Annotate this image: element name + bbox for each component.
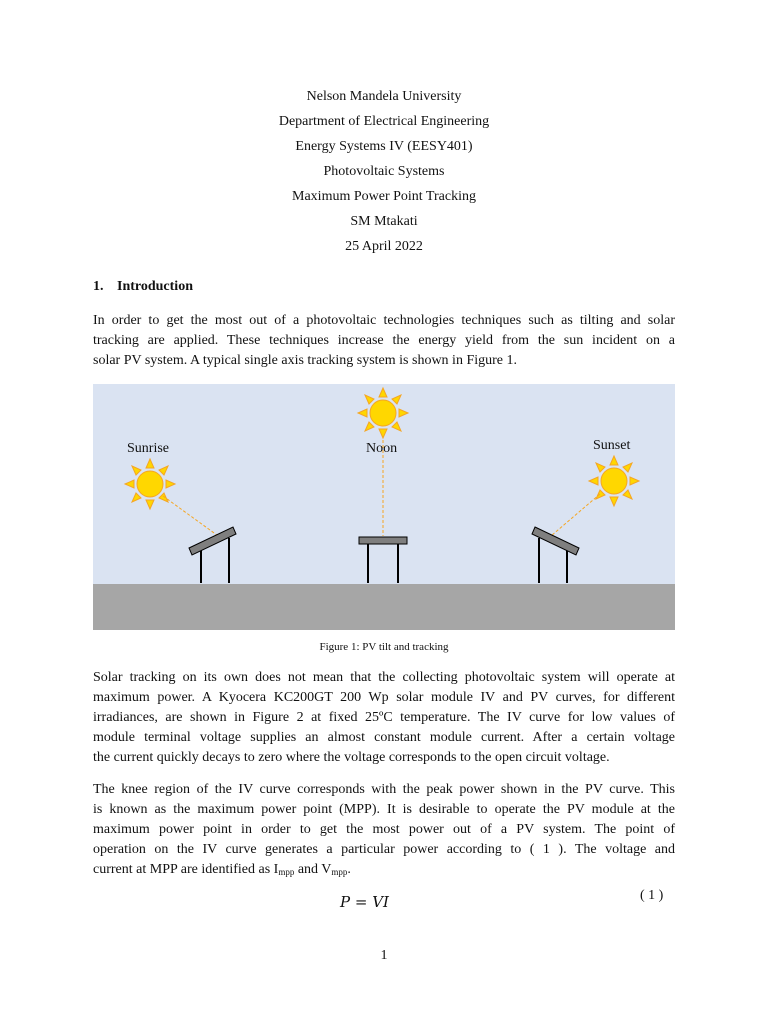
document-date: 25 April 2022 (345, 239, 423, 254)
department-name: Department of Electrical Engineering (278, 114, 490, 129)
paragraph-line: Solar tracking on its own does not mean that the collecting photovoltaic system will operate at (93, 670, 675, 685)
paragraph-intro (93, 311, 675, 371)
label-sunset: Sunset (593, 438, 631, 453)
paragraph-line: The knee region of the IV curve corresponds with the peak power shown in the PV curve. This (93, 782, 675, 797)
equation-power: P = VI (340, 893, 389, 911)
sun-icon-sunset (589, 456, 639, 506)
topic-title: Photovoltaic Systems (323, 164, 445, 179)
figure-pv-tracking (93, 384, 675, 630)
paragraph-line: current at MPP are identified as $I_{mpp}$ and $V_{mpp}$. (93, 862, 351, 877)
ground (93, 584, 675, 630)
sun-icon-sunrise (125, 459, 175, 509)
paragraph-line: operation on the IV curve generates a particular power according to ( 1 ). The voltage and (93, 842, 675, 857)
sun-icon-noon (358, 388, 408, 438)
paragraph-tracking (93, 668, 675, 768)
subscript-mpp: mpp (278, 867, 295, 877)
paragraph-line: module terminal voltage supplies an almost constant module current. After a certain voltage (93, 730, 675, 745)
equation-number: ( 1 ) (640, 888, 664, 903)
label-noon: Noon (366, 441, 398, 456)
university-name: Nelson Mandela University (306, 89, 462, 104)
label-sunrise: Sunrise (127, 441, 169, 456)
author-name: SM Mtakati (350, 214, 418, 229)
section-heading (93, 279, 193, 295)
section-title: Introduction (117, 279, 193, 294)
paragraph-line: maximum power. A Kyocera KC200GT 200 Wp solar module IV and PV curves, for different (93, 690, 675, 705)
paragraph-line: the current quickly decays to zero where the voltage corresponds to the open circuit voltage. (93, 750, 610, 765)
paragraph-line: solar PV system. A typical single axis tracking system is shown in Figure 1. (93, 353, 517, 368)
paragraph-mpp (93, 780, 675, 882)
paragraph-line: In order to get the most out of a photovoltaic technologies techniques such as tilting and solar (93, 313, 675, 328)
course-name: Energy Systems IV (EESY401) (295, 139, 473, 154)
paragraph-line: tracking are applied. These techniques increase the energy yield from the sun incident on a (93, 333, 675, 348)
paragraph-line: irradiances, are shown in Figure 2 at fixed 25ºC temperature. The IV curve for low values of (93, 710, 675, 725)
figure-caption: Figure 1: PV tilt and tracking (319, 641, 449, 653)
section-number: 1. (93, 279, 104, 294)
paragraph-line: maximum power point in order to get the most power out of a PV system. The point of (93, 822, 675, 837)
paragraph-line: is known as the maximum power point (MPP). It is desirable to operate the PV module at the (93, 802, 675, 817)
subscript-mpp: mpp (331, 867, 348, 877)
pv-tracking-illustration (93, 384, 675, 630)
page-number: 1 (380, 948, 388, 963)
document-subtitle: Maximum Power Point Tracking (292, 189, 476, 204)
